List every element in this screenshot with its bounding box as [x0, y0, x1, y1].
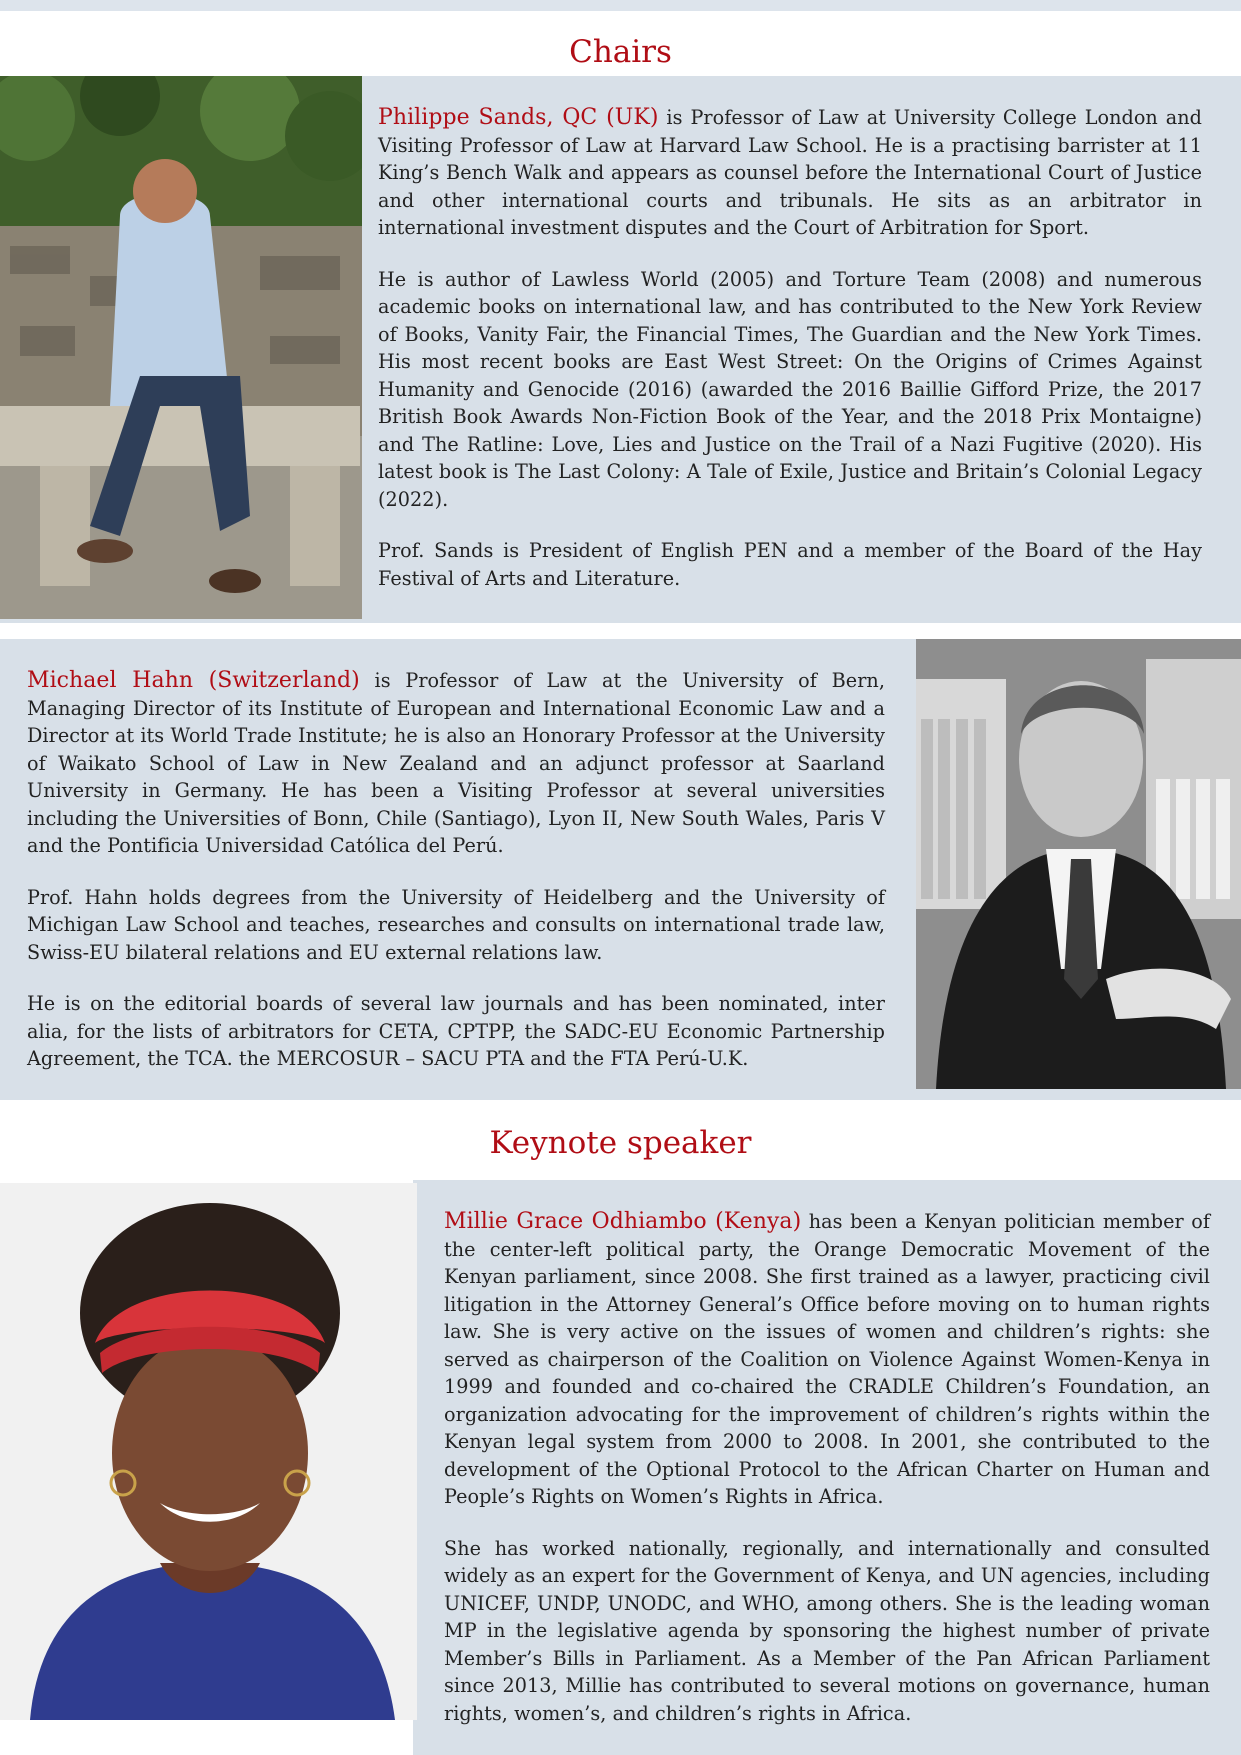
bio-paragraph — [444, 1208, 1210, 1511]
bio-paragraph: He is author of Lawless World (2005) and Torture Team (2008) and numerous academic books on international law, and has contributed to the New York Review of Books, Vanity Fair, the Financial Times, The Guardian and the New York Times. His most recent books are East West Street: On the Origins of Crimes Against Humanity and Genocide (2016) (awarded the 2016 Baillie Gifford Prize, the 2017 British Book Awards Non-Fiction Book of the Year, and the 2018 Prix Montaigne) and The Ratline: Love, Lies and Justice on the Trail of a Nazi Fugitive (2020). His latest book is The Last Colony: A Tale of Exile, Justice and Britain’s Colonial Legacy (2022). — [378, 267, 1202, 511]
bio-paragraph — [27, 667, 885, 860]
speaker-name: Michael Hahn (Switzerland) — [27, 668, 360, 693]
bio-text: has been a Kenyan politician member of the center-left political party, the Orange Democratic Movement of the Kenyan parliament, since 2008. She first trained as a lawyer, practicing civil litigation in the Attorney General’s Office before moving on to human rights law. She is very active on the issues of women and children’s rights: she served as chairperson of the Coalition on Violence Against Women-Kenya in 1999 and founded and co-chaired the CRADLE Children’s Foundation, an organization advocating for the improvement of children’s rights within the Kenyan legal system from 2000 to 2008. In 2001, she contributed to the development of the Optional Protocol to the African Charter on Human and People’s Rights on Women’s Rights in Africa. — [444, 1210, 1210, 1508]
bio-paragraph: She has worked nationally, regionally, and internationally and consulted widely as an expert for the Government of Kenya, and UN agencies, including UNICEF, UNDP, UNODC, and WHO, among others. She is the leading woman MP in the legislative agenda by sponsoring the highest number of private Member’s Bills in Parliament. As a Member of the Pan African Parliament since 2013, Millie has contributed to several motions on governance, human rights, women’s, and children’s rights in Africa. — [444, 1536, 1210, 1725]
bio-paragraph: He is on the editorial boards of several law journals and has been nominated, inter alia, for the lists of arbitrators for CETA, CPTPP, the SADC-EU Economic Partnership Agreement, the TCA. the MERCOSUR – SACU PTA and the FTA Perú-U.K. — [27, 992, 885, 1070]
portrait-hahn — [916, 639, 1241, 1089]
bio-odhiambo — [444, 1208, 1210, 1751]
bio-paragraph: Prof. Hahn holds degrees from the University of Heidelberg and the University of Michigan Law School and teaches, researches and consults on international trade law, Swiss-EU bilateral relations and EU external relations law. — [27, 885, 885, 964]
portrait-sands — [0, 76, 362, 619]
bio-sands — [378, 104, 1202, 616]
bio-paragraph — [378, 104, 1202, 242]
bio-text: is Professor of Law at University College London and Visiting Professor of Law at Harvard Law School. He is a practising barrister at 11 King’s Bench Walk and appears as counsel before the International Court of Justice and other international courts and tribunals. He sits as an arbitrator in international investment disputes and the Court of Arbitration for Sport. — [378, 106, 1202, 239]
speaker-name: Millie Grace Odhiambo (Kenya) — [444, 1209, 802, 1234]
bio-text: is Professor of Law at the University of Bern, Managing Director of its Institute of European and International Economic Law and a Director at its World Trade Institute; he is also an Honorary Professor at the University of Waikato School of Law in New Zealand and an adjunct professor at Saarland University in Germany. He has been a Visiting Professor at several universities including the Universities of Bonn, Chile (Santiago), Lyon II, New South Wales, Paris V and the Pontificia Universidad Católica del Perú. — [27, 669, 885, 857]
portrait-odhiambo — [0, 1183, 417, 1720]
bio-hahn — [27, 667, 885, 1097]
chairs-heading: Chairs — [569, 34, 672, 70]
top-band — [0, 0, 1241, 11]
bio-paragraph: Prof. Sands is President of English PEN and a member of the Board of the Hay Festival of Arts and Literature. — [378, 539, 1202, 590]
keynote-heading: Keynote speaker — [489, 1125, 752, 1161]
speaker-name: Philippe Sands, QC (UK) — [378, 105, 659, 130]
